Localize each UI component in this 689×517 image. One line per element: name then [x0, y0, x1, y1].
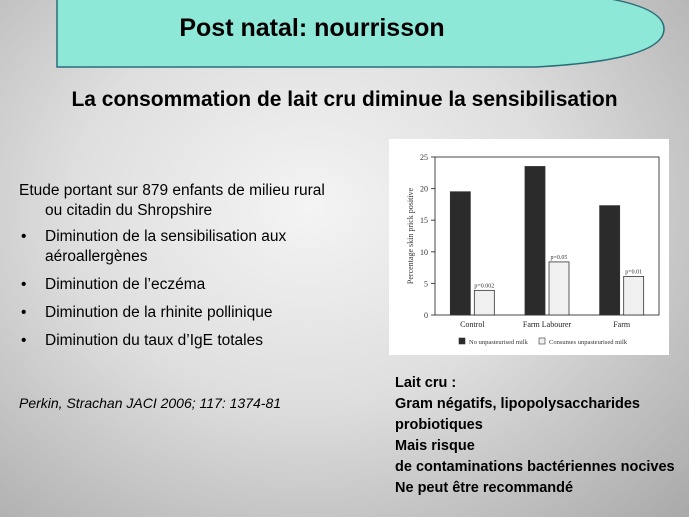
note-line: de contaminations bactériennes nocives — [395, 459, 675, 475]
legend-swatch — [459, 338, 465, 344]
y-tick-label: 15 — [420, 216, 428, 226]
slide-subtitle: La consommation de lait cru diminue la sensibilisation — [71, 88, 618, 111]
bullet-icon: • — [21, 228, 27, 245]
note-line: Ne peut être recommandé — [395, 480, 574, 496]
bar-no-raw-milk — [525, 166, 545, 315]
bar-chart-svg — [389, 139, 669, 355]
bar-raw-milk — [474, 290, 494, 315]
finding-item — [19, 331, 379, 351]
x-tick-label: Farm Labourer — [522, 320, 572, 329]
note-line: Mais risque — [395, 438, 475, 454]
bullet-icon: • — [21, 304, 27, 321]
finding-item — [19, 303, 379, 323]
bar-no-raw-milk — [600, 206, 620, 315]
bullet-icon: • — [21, 332, 27, 349]
finding-item — [19, 275, 379, 295]
study-intro-line2: ou citadin du Shropshire — [45, 202, 213, 219]
slide-title: Post natal: nourrisson — [179, 14, 445, 42]
y-tick-label: 0 — [424, 311, 428, 320]
y-tick-label: 5 — [424, 279, 428, 289]
bar-chart — [389, 139, 669, 355]
note-line: Gram négatifs, lipopolysaccharides — [395, 396, 640, 412]
legend-label: No unpasteurised milk — [469, 339, 528, 346]
title-banner — [56, 0, 666, 68]
y-tick-label: 25 — [420, 153, 428, 162]
y-tick-label: 10 — [420, 247, 428, 257]
note-line: Lait cru : — [395, 375, 457, 391]
x-tick-label: Farm — [613, 320, 631, 329]
finding-text: Diminution du taux d’IgE totales — [45, 332, 263, 349]
bar-no-raw-milk — [450, 192, 470, 315]
citation: Perkin, Strachan JACI 2006; 117: 1374-81 — [19, 395, 282, 411]
p-value-annotation: p=0.01 — [625, 269, 643, 276]
bar-raw-milk — [624, 276, 644, 315]
study-summary — [19, 181, 379, 359]
findings-list — [19, 227, 379, 351]
y-tick-label: 20 — [420, 184, 428, 194]
p-value-annotation: p=0.05 — [550, 254, 568, 261]
study-intro-line1: Etude portant sur 879 enfants de milieu rural — [19, 182, 325, 199]
legend-label: Consumes unpasteurised milk — [549, 339, 627, 346]
note-line: probiotiques — [395, 417, 483, 433]
study-intro — [19, 181, 379, 221]
p-value-annotation: p=0.002 — [474, 283, 495, 290]
finding-item — [19, 227, 379, 267]
x-tick-label: Control — [460, 320, 485, 329]
raw-milk-notes — [395, 373, 685, 499]
legend-swatch — [539, 338, 545, 344]
finding-text: Diminution de la sensibilisation aux aéroallergènes — [45, 228, 287, 265]
finding-text: Diminution de la rhinite pollinique — [45, 304, 273, 321]
finding-text: Diminution de l’eczéma — [45, 276, 206, 293]
bullet-icon: • — [21, 276, 27, 293]
y-axis-label: Percentage skin prick positive — [406, 187, 415, 285]
bar-raw-milk — [549, 262, 569, 315]
